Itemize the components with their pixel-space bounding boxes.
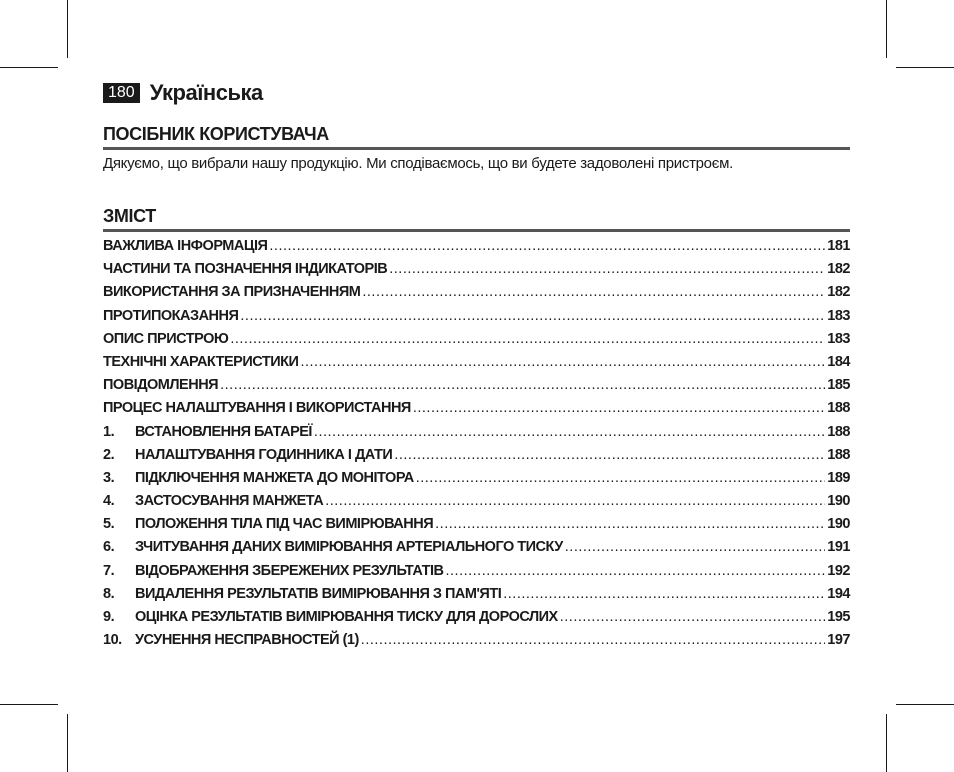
toc-dot-leader [389,261,825,277]
toc-entry-page: 185 [827,377,850,394]
toc-entry-number: 6. [103,539,115,556]
toc-entry-page: 190 [827,493,850,510]
toc-entry[interactable] [103,308,850,331]
intro-text: Дякуємо, що вибрали нашу продукцію. Ми сподіваємось, що ви будете задоволені пристроєм. [103,155,733,172]
toc-entry[interactable] [103,516,850,539]
crop-mark [67,0,68,58]
toc-entry-title: ВИКОРИСТАННЯ ЗА ПРИЗНАЧЕННЯМ [103,284,361,301]
toc-entry-page: 197 [827,632,850,649]
toc-entry[interactable] [103,284,850,307]
crop-mark [886,0,887,58]
toc-dot-leader [230,331,825,347]
toc-entry-title: ОПИС ПРИСТРОЮ [103,330,229,347]
toc-entry-number: 4. [103,493,115,510]
page-header [103,80,263,106]
toc-dot-leader [565,539,826,555]
crop-mark [896,704,954,705]
toc-dot-leader [220,377,825,393]
toc-entry-title: ЧАСТИНИ ТА ПОЗНАЧЕННЯ ІНДИКАТОРІВ [103,261,388,278]
toc-entry-title: ВСТАНОВЛЕННЯ БАТАРЕЇ [135,423,312,440]
toc-dot-leader [503,586,825,602]
toc-entry-page: 181 [827,238,850,254]
toc-dot-leader [445,563,825,579]
manual-title: ПОСІБНИК КОРИСТУВАЧА [103,124,850,150]
toc-entry-title: ЗАСТОСУВАННЯ МАНЖЕТА [135,493,324,510]
toc-dot-leader [560,609,826,625]
toc-entry[interactable] [103,447,850,470]
toc-dot-leader [435,516,825,532]
toc-entry-page: 190 [827,516,850,533]
toc-entry-number: 1. [103,423,115,440]
crop-mark [67,714,68,772]
toc-entry-title: ЗЧИТУВАННЯ ДАНИХ ВИМІРЮВАННЯ АРТЕРІАЛЬНОГО ТИСКУ [135,539,563,556]
toc-entry[interactable] [103,632,850,655]
toc-entry-page: 188 [827,446,850,463]
language-title: Українська [149,80,263,105]
toc-entry[interactable] [103,609,850,632]
crop-mark [886,714,887,772]
toc-dot-leader [269,238,825,254]
toc-entry-number: 7. [103,562,115,579]
toc-entry-page: 183 [827,307,850,324]
toc-entry-page: 191 [827,539,850,556]
page-number: 180 [103,83,140,103]
toc-entry-number: 8. [103,585,115,602]
toc-entry-page: 188 [827,400,850,417]
table-of-contents [103,238,850,655]
contents-title: ЗМІСТ [103,206,850,232]
toc-entry[interactable] [103,563,850,586]
toc-entry[interactable] [103,586,850,609]
toc-entry[interactable] [103,424,850,447]
toc-entry-title: ВИДАЛЕННЯ РЕЗУЛЬТАТІВ ВИМІРЮВАННЯ З ПАМ'ЯТІ [135,585,502,602]
crop-mark [0,704,58,705]
toc-dot-leader [362,284,825,300]
toc-entry[interactable] [103,539,850,562]
toc-entry[interactable] [103,238,850,261]
toc-dot-leader [413,400,825,416]
crop-mark [896,67,954,68]
toc-entry-page: 182 [827,284,850,301]
toc-entry-number: 9. [103,609,115,625]
toc-entry-page: 189 [827,469,850,486]
toc-entry[interactable] [103,354,850,377]
toc-entry-page: 182 [827,261,850,278]
toc-entry[interactable] [103,377,850,400]
toc-entry-page: 184 [827,353,850,370]
toc-entry-number: 5. [103,516,115,533]
toc-dot-leader [325,493,825,509]
toc-entry-number: 2. [103,446,115,463]
toc-entry-page: 183 [827,330,850,347]
toc-entry[interactable] [103,470,850,493]
toc-dot-leader [416,470,826,486]
crop-mark [0,67,58,68]
toc-entry[interactable] [103,400,850,423]
toc-entry-title: ПОЛОЖЕННЯ ТІЛА ПІД ЧАС ВИМІРЮВАННЯ [135,516,434,533]
toc-entry-page: 194 [827,585,850,602]
toc-entry-number: 3. [103,469,115,486]
toc-dot-leader [394,447,825,463]
toc-entry-title: НАЛАШТУВАННЯ ГОДИННИКА І ДАТИ [135,446,393,463]
toc-entry[interactable] [103,493,850,516]
toc-entry-page: 195 [827,609,850,625]
toc-entry-title: ПРОТИПОКАЗАННЯ [103,307,239,324]
toc-entry-title: ТЕХНІЧНІ ХАРАКТЕРИСТИКИ [103,353,299,370]
toc-entry[interactable] [103,331,850,354]
toc-entry-title: ВАЖЛИВА ІНФОРМАЦІЯ [103,238,268,254]
toc-entry-number: 10. [103,632,122,649]
toc-entry[interactable] [103,261,850,284]
toc-entry-title: ОЦІНКА РЕЗУЛЬТАТІВ ВИМІРЮВАННЯ ТИСКУ ДЛЯ ДОРОСЛИХ [135,609,558,625]
toc-dot-leader [314,424,825,440]
toc-entry-title: ПІДКЛЮЧЕННЯ МАНЖЕТА ДО МОНІТОРА [135,469,414,486]
toc-dot-leader [300,354,825,370]
toc-dot-leader [240,308,825,324]
toc-entry-title: УСУНЕННЯ НЕСПРАВНОСТЕЙ (1) [135,632,359,649]
toc-dot-leader [361,632,826,648]
toc-entry-page: 188 [827,423,850,440]
toc-entry-title: ВІДОБРАЖЕННЯ ЗБЕРЕЖЕНИХ РЕЗУЛЬТАТІВ [135,562,444,579]
toc-entry-title: ПРОЦЕС НАЛАШТУВАННЯ І ВИКОРИСТАННЯ [103,400,411,417]
toc-entry-title: ПОВІДОМЛЕННЯ [103,377,219,394]
toc-entry-page: 192 [827,562,850,579]
